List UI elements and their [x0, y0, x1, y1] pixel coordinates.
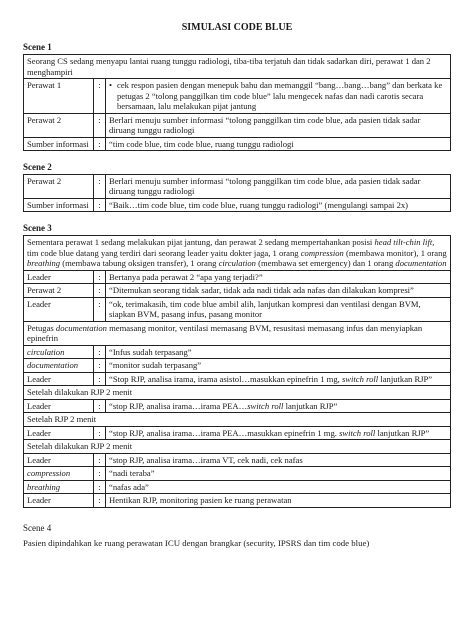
intro-term: documentation [395, 258, 447, 269]
scene-2-table [23, 174, 451, 212]
intro-term: circulation [218, 258, 256, 269]
after-note: Setelah dilakukan RJP 2 menit [24, 386, 451, 399]
colon-cell: : [94, 359, 106, 372]
scene-3-intro [24, 236, 451, 270]
bullet-icon: • [109, 80, 113, 91]
action-cell: Berlari menuju sumber informasi “tolong panggilkan tim code blue, ada pasien tidak sadar diruang tunggu radiologi [106, 113, 451, 137]
action-cell: “nadi teraba” [106, 467, 451, 480]
scene-2-heading: Scene 2 [23, 162, 52, 173]
colon-cell: : [94, 372, 106, 385]
colon-cell: : [94, 494, 106, 507]
note-row [24, 321, 451, 345]
note-text: Petugas [27, 322, 56, 333]
table-row [24, 480, 451, 493]
intro-text: , tim code blue datang yang terdiri dari seorang leader yaitu dokter jaga, 1 orang [27, 237, 435, 258]
table-row [24, 494, 451, 507]
document-title: SIMULASI CODE BLUE [181, 22, 293, 33]
role-cell: Leader [24, 453, 94, 466]
intro-text: (membawa set emergency) dan 1 orang [255, 258, 396, 269]
scene-4-heading: Scene 4 [23, 522, 52, 533]
action-term: switch roll [247, 400, 284, 411]
after-note: Setelah dilakukan RJP 2 menit [24, 440, 451, 453]
table-row [24, 297, 451, 321]
role-term: circulation [27, 346, 65, 357]
colon-cell: : [94, 480, 106, 493]
action-cell [106, 372, 451, 385]
action-cell: “monitor sudah terpasang” [106, 359, 451, 372]
scene-1-heading: Scene 1 [23, 42, 52, 53]
role-term: compression [27, 468, 71, 479]
action-text: “stop RJP, analisa irama…irama PEA…masukkan epinefrin 1 mg. [109, 427, 340, 438]
role-cell: Perawat 2 [24, 175, 94, 199]
action-cell: Bertanya pada perawat 2 “apa yang terjadi?” [106, 270, 451, 283]
scene-1-intro-row [24, 55, 451, 79]
colon-cell: : [94, 175, 106, 199]
role-cell: Leader [24, 270, 94, 283]
role-cell: Perawat 1 [24, 79, 94, 113]
colon-cell: : [94, 113, 106, 137]
table-row [24, 113, 451, 137]
action-cell: “tim code blue, tim code blue, ruang tunggu radiologi [106, 137, 451, 150]
role-cell [24, 480, 94, 493]
role-cell: Leader [24, 372, 94, 385]
action-text: lanjutkan RJP” [283, 400, 338, 411]
scene-1-table [23, 54, 451, 151]
role-term: breathing [27, 481, 61, 492]
action-cell [106, 399, 451, 412]
intro-text: (membawa monitor), 1 orang [343, 247, 447, 258]
intro-term: compression [300, 247, 344, 258]
action-cell: “nafas ada” [106, 480, 451, 493]
colon-cell: : [94, 198, 106, 211]
colon-cell: : [94, 467, 106, 480]
role-cell [24, 467, 94, 480]
action-text: lanjutkan RJP” [378, 373, 433, 384]
table-row [24, 399, 451, 412]
table-row [24, 345, 451, 358]
scene-3-heading: Scene 3 [23, 223, 52, 234]
role-cell [24, 359, 94, 372]
table-row [24, 270, 451, 283]
action-cell: Berlari menuju sumber informasi “tolong panggilkan tim code blue, ada pasien tidak sadar diruang tunggu radiologi [106, 175, 451, 199]
colon-cell: : [94, 270, 106, 283]
action-cell: “Infus sudah terpasang” [106, 345, 451, 358]
scene-1-intro: Seorang CS sedang menyapu lantai ruang tunggu radiologi, tiba-tiba terjatuh dan tidak sadarkan diri, perawat 1 dan 2 menghampiri [24, 55, 451, 79]
action-text: cek respon pasien dengan menepuk bahu dan memanggil “bang…bang…bang” dan berkata ke petugas 2 “tolong panggilkan tim code blue” lalu mengecek nafas dan nadi carotis secara bersamaan, lalu melakukan pijat jantung [117, 80, 443, 112]
colon-cell: : [94, 426, 106, 439]
table-row [24, 79, 451, 113]
note-row [24, 440, 451, 453]
role-term: documentation [27, 360, 79, 371]
action-cell: Hentikan RJP, monitoring pasien ke ruang perawatan [106, 494, 451, 507]
role-cell: Leader [24, 297, 94, 321]
scene-3-intro-row [24, 236, 451, 270]
colon-cell: : [94, 453, 106, 466]
table-row [24, 467, 451, 480]
action-text: lanjutkan RJP” [375, 427, 430, 438]
action-cell: “Ditemukan seorang tidak sadar, tidak ada nadi tidak ada nafas dan dilakukan kompresi” [106, 284, 451, 297]
action-cell: “Baik…tim code blue, tim code blue, ruang tunggu radiologi” (mengulangi sampai 2x) [106, 198, 451, 211]
action-cell [106, 79, 451, 113]
scene-3-table [23, 235, 451, 507]
scene-4-text: Pasien dipindahkan ke ruang perawatan ICU dengan brangkar (security, IPSRS dan tim code blue) [23, 537, 370, 548]
table-row [24, 453, 451, 466]
action-term: switch roll [341, 373, 379, 384]
note-term: documentation [55, 322, 107, 333]
intro-term: breathing [27, 258, 61, 269]
role-cell: Leader [24, 494, 94, 507]
after-note: Setelah RJP 2 menit [24, 413, 451, 426]
note-row [24, 413, 451, 426]
intro-term: head tilt-chin lift [374, 237, 433, 248]
role-cell: Sumber informasi [24, 137, 94, 150]
intro-text: (membawa tabung oksigen transfer), 1 orang [60, 258, 219, 269]
colon-cell: : [94, 284, 106, 297]
note-row [24, 386, 451, 399]
action-text: “Stop RJP, analisa irama, irama asistol…masukkan epinefrin 1 mg, [109, 373, 342, 384]
intro-text: Sementara perawat 1 sedang melakukan pijat jantung, dan perawat 2 sedang mempertahankan posisi [27, 237, 375, 248]
table-row [24, 198, 451, 211]
action-cell: “ok, terimakasih, tim code blue ambil alih, lanjutkan kompresi dan ventilasi dengan BVM, siapkan BVM, pasang infus, pasang monitor [106, 297, 451, 321]
note-text: memasang monitor, ventilasi memasang BVM, resusitasi memasang infus dan menyiapkan epinefrin [27, 322, 423, 344]
role-cell: Leader [24, 399, 94, 412]
role-cell: Leader [24, 426, 94, 439]
action-term: switch roll [339, 427, 376, 438]
colon-cell: : [94, 137, 106, 150]
table-row [24, 175, 451, 199]
colon-cell: : [94, 297, 106, 321]
action-text: “stop RJP, analisa irama…irama PEA… [109, 400, 248, 411]
colon-cell: : [94, 79, 106, 113]
role-cell: Perawat 2 [24, 284, 94, 297]
table-row [24, 137, 451, 150]
role-cell: Sumber informasi [24, 198, 94, 211]
role-cell: Perawat 2 [24, 113, 94, 137]
documentation-note [24, 321, 451, 345]
action-cell: “stop RJP, analisa irama…irama VT, cek nadi, cek nafas [106, 453, 451, 466]
table-row [24, 372, 451, 385]
action-cell [106, 426, 451, 439]
colon-cell: : [94, 399, 106, 412]
colon-cell: : [94, 345, 106, 358]
role-cell [24, 345, 94, 358]
table-row [24, 284, 451, 297]
table-row [24, 426, 451, 439]
table-row [24, 359, 451, 372]
